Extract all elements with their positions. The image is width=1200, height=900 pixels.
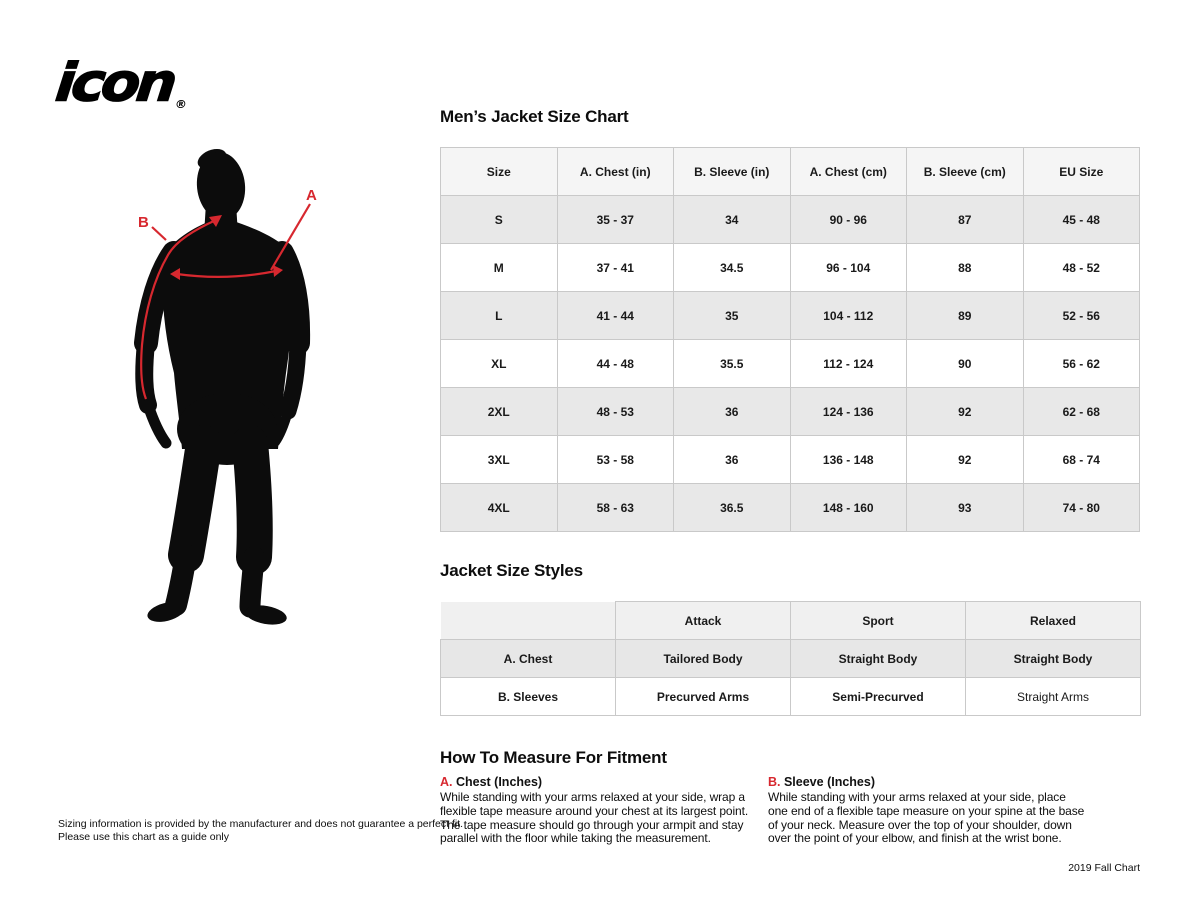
b-pointer-line: [152, 227, 166, 240]
chest-measure-label: Chest (Inches): [452, 775, 543, 789]
sleeve-cm-cell: 90: [907, 340, 1024, 388]
size-cell: 2XL: [441, 388, 558, 436]
sleeve-measure-prefix: B.: [768, 775, 781, 789]
column-header-chest-cm: A. Chest (cm): [790, 148, 907, 196]
column-header-sleeve-cm: B. Sleeve (cm): [907, 148, 1024, 196]
size-chart-table: [440, 147, 1140, 532]
size-cell: M: [441, 244, 558, 292]
size-row-4xl: [441, 484, 1140, 532]
style-row-label: A. Chest: [441, 640, 616, 678]
size-cell: S: [441, 196, 558, 244]
size-cell: 4XL: [441, 484, 558, 532]
size-cell: XL: [441, 340, 558, 388]
chest-in-cell: 35 - 37: [557, 196, 674, 244]
size-row-xl: [441, 340, 1140, 388]
disclaimer-note: [58, 818, 463, 844]
style-cell: Semi-Precurved: [791, 678, 966, 716]
style-cell: Tailored Body: [616, 640, 791, 678]
chest-cm-cell: 136 - 148: [790, 436, 907, 484]
size-chart-header-row: [441, 148, 1140, 196]
right-calf-shape: [250, 557, 254, 607]
sleeve-in-cell: 34: [674, 196, 791, 244]
column-header-chest-in: A. Chest (in): [557, 148, 674, 196]
eu-size-cell: 52 - 56: [1023, 292, 1140, 340]
eu-size-cell: 56 - 62: [1023, 340, 1140, 388]
chest-in-cell: 44 - 48: [557, 340, 674, 388]
eu-size-cell: 62 - 68: [1023, 388, 1140, 436]
size-chart-title: Men’s Jacket Size Chart: [440, 107, 629, 126]
size-cell: 3XL: [441, 436, 558, 484]
blank-corner-cell: [441, 602, 616, 640]
chest-cm-cell: 90 - 96: [790, 196, 907, 244]
size-row-2xl: [441, 388, 1140, 436]
size-row-3xl: [441, 436, 1140, 484]
style-cell: Precurved Arms: [616, 678, 791, 716]
styles-sleeves-row: [441, 678, 1141, 716]
left-thigh-shape: [186, 443, 204, 555]
chest-in-cell: 37 - 41: [557, 244, 674, 292]
sleeve-in-cell: 36: [674, 388, 791, 436]
sleeve-cm-cell: 87: [907, 196, 1024, 244]
chest-in-cell: 58 - 63: [557, 484, 674, 532]
disclaimer-line-2: Please use this chart as a guide only: [58, 831, 230, 843]
sleeve-in-cell: 34.5: [674, 244, 791, 292]
size-row-m: [441, 244, 1140, 292]
style-cell: Straight Body: [966, 640, 1141, 678]
sleeve-in-cell: 36: [674, 436, 791, 484]
chest-measure-heading: [440, 775, 760, 789]
disclaimer-line-1: Sizing information is provided by the manufacturer and does not guarantee a perfect fit.: [58, 818, 464, 830]
sleeve-in-cell: 36.5: [674, 484, 791, 532]
style-column-sport: Sport: [791, 602, 966, 640]
styles-title: Jacket Size Styles: [440, 561, 583, 580]
styles-table: [440, 601, 1141, 716]
chest-label-a: A: [306, 187, 317, 204]
eu-size-cell: 48 - 52: [1023, 244, 1140, 292]
styles-header-row: [441, 602, 1141, 640]
style-cell: Straight Arms: [966, 678, 1141, 716]
measure-title: How To Measure For Fitment: [440, 748, 667, 767]
chest-in-cell: 53 - 58: [557, 436, 674, 484]
sleeve-label-b: B: [138, 214, 149, 231]
style-row-label: B. Sleeves: [441, 678, 616, 716]
chest-cm-cell: 148 - 160: [790, 484, 907, 532]
chest-in-cell: 48 - 53: [557, 388, 674, 436]
chest-measure-prefix: A.: [440, 775, 453, 789]
eu-size-cell: 45 - 48: [1023, 196, 1140, 244]
style-column-relaxed: Relaxed: [966, 602, 1141, 640]
sleeve-cm-cell: 92: [907, 436, 1024, 484]
sleeve-cm-cell: 92: [907, 388, 1024, 436]
chest-cm-cell: 104 - 112: [790, 292, 907, 340]
male-silhouette-figure: [130, 147, 335, 627]
size-row-l: [441, 292, 1140, 340]
eu-size-cell: 74 - 80: [1023, 484, 1140, 532]
brand-logo: [53, 53, 192, 114]
sleeve-cm-cell: 93: [907, 484, 1024, 532]
eu-size-cell: 68 - 74: [1023, 436, 1140, 484]
registered-trademark-mark: ®: [174, 97, 188, 111]
column-header-size: Size: [441, 148, 558, 196]
size-cell: L: [441, 292, 558, 340]
sleeve-cm-cell: 88: [907, 244, 1024, 292]
chest-in-cell: 41 - 44: [557, 292, 674, 340]
column-header-sleeve-in: B. Sleeve (in): [674, 148, 791, 196]
brand-logo-text: icon: [52, 52, 177, 114]
chest-cm-cell: 124 - 136: [790, 388, 907, 436]
sleeve-in-cell: 35.5: [674, 340, 791, 388]
right-forearm-shape: [288, 343, 298, 411]
sleeve-measure-label: Sleeve (Inches): [780, 775, 875, 789]
size-row-s: [441, 196, 1140, 244]
sleeve-measure-text: While standing with your arms relaxed at your side, place one end of a flexible tape measure on your spine at the base of your neck. Measure over the top of your shoulder, down over the point of your elbow, and finish at the wrist bone.: [768, 790, 1085, 846]
left-calf-shape: [176, 555, 186, 605]
styles-chest-row: [441, 640, 1141, 678]
style-cell: Straight Body: [791, 640, 966, 678]
style-column-attack: Attack: [616, 602, 791, 640]
right-thigh-shape: [250, 443, 255, 557]
sleeve-cm-cell: 89: [907, 292, 1024, 340]
column-header-eu-size: EU Size: [1023, 148, 1140, 196]
sleeve-in-cell: 35: [674, 292, 791, 340]
sleeve-measure-heading: [768, 775, 1088, 789]
sleeve-measure-section: [768, 775, 1088, 846]
chest-measure-section: [440, 775, 760, 846]
chart-version: 2019 Fall Chart: [1068, 862, 1140, 874]
chest-cm-cell: 96 - 104: [790, 244, 907, 292]
left-hand-shape: [148, 405, 166, 443]
chest-measure-text: While standing with your arms relaxed at your side, wrap a flexible tape measure around your chest at its largest point. The tape measure should go through your armpit and stay parallel with the floor while taking the measurement.: [440, 790, 749, 846]
chest-cm-cell: 112 - 124: [790, 340, 907, 388]
